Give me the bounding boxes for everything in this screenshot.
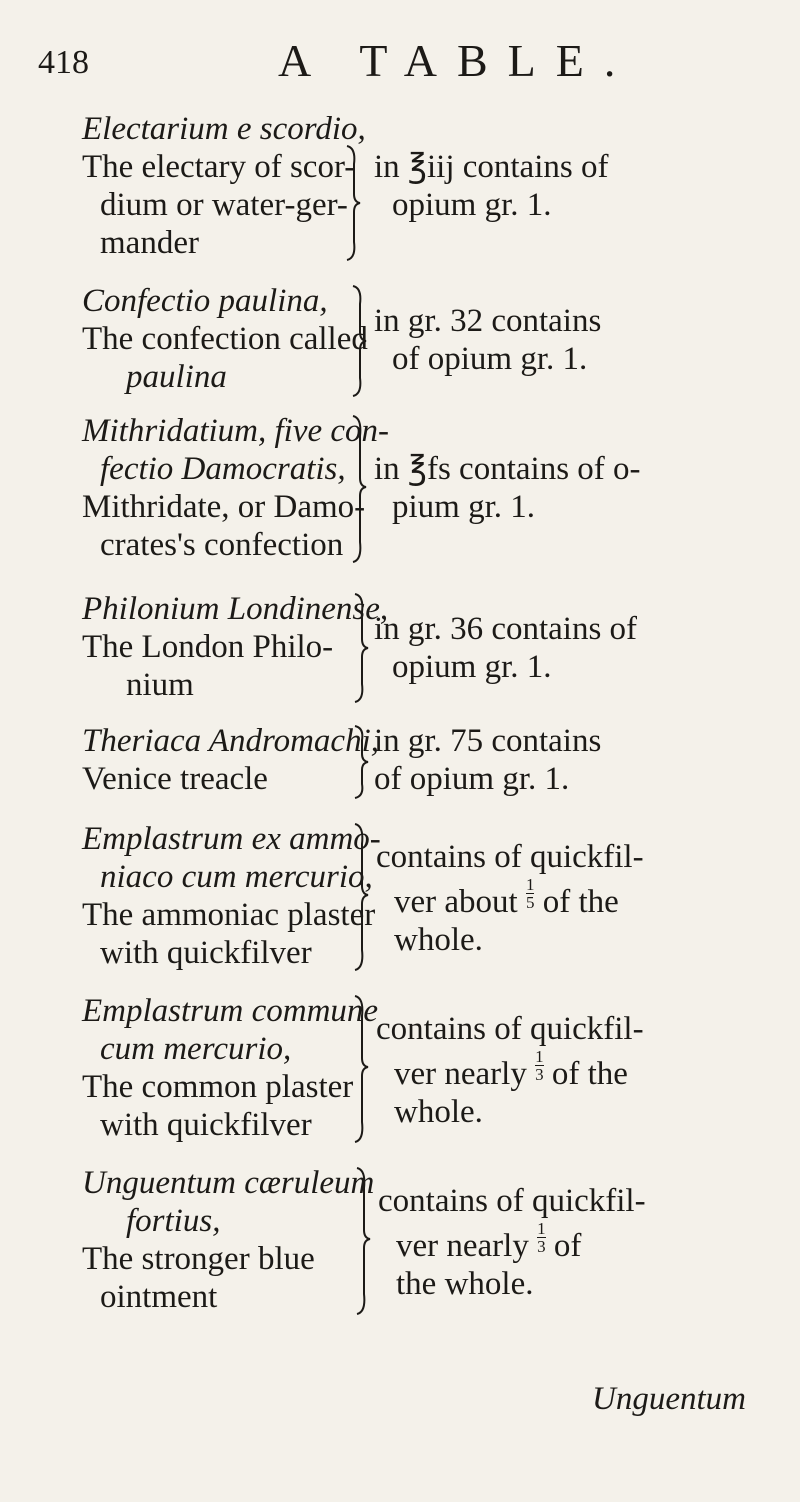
table-entry <box>82 1164 782 1324</box>
brace-icon <box>350 414 368 564</box>
latin-name-cont: fectio Damocratis, <box>100 451 346 487</box>
brace-icon <box>352 822 370 972</box>
english-name-cont: dium or water-ger- <box>100 187 348 223</box>
fraction-numerator: 1 <box>535 1047 544 1066</box>
dose-line: of the <box>542 884 619 920</box>
page-header <box>38 34 778 94</box>
brace-icon <box>352 592 370 704</box>
dose-line: whole. <box>394 1094 483 1130</box>
dose-line: of <box>553 1228 582 1264</box>
dose-line: opium gr. 1. <box>392 649 552 685</box>
table-entry <box>82 820 782 980</box>
brace-icon <box>344 144 362 262</box>
english-name: The London Philo- <box>82 629 334 665</box>
latin-name: Electarium e scordio, <box>82 111 366 147</box>
brace-icon <box>350 284 368 398</box>
page-number: 418 <box>38 44 89 81</box>
latin-name-cont: niaco cum mercurio, <box>100 859 373 895</box>
latin-name: Confectio paulina, <box>82 283 328 319</box>
fraction <box>526 876 535 911</box>
entry-names <box>82 1164 374 1316</box>
latin-name: Philonium Londinense, <box>82 591 389 627</box>
latin-name: Unguentum cæruleum <box>82 1165 375 1201</box>
dose-line: ver nearly <box>396 1228 529 1264</box>
dose-line: in ℥fs contains of o- <box>374 451 641 487</box>
fraction-denominator: 5 <box>525 893 535 912</box>
dose-text <box>376 1010 644 1131</box>
dose-line: ver about <box>394 884 518 920</box>
english-name: The confection called <box>82 321 368 357</box>
dose-line: in gr. 36 contains of <box>374 611 638 647</box>
dose-line: of opium gr. 1. <box>392 341 588 377</box>
fraction <box>535 1048 544 1083</box>
dose-line: in ℥iij contains of <box>374 149 609 185</box>
dose-text <box>374 722 601 798</box>
english-name-cont: nium <box>126 667 194 703</box>
dose-line: of the <box>551 1056 628 1092</box>
entry-names <box>82 110 366 262</box>
dose-text <box>374 610 637 686</box>
entry-names <box>82 722 379 798</box>
dose-text <box>374 450 641 526</box>
entry-names <box>82 820 381 972</box>
english-name-cont: paulina <box>126 359 227 395</box>
table-entry <box>82 412 782 582</box>
latin-name-cont: fortius, <box>126 1203 221 1239</box>
english-name-cont: with quickfilver <box>100 1107 312 1143</box>
english-name: The stronger blue <box>82 1241 315 1277</box>
fraction-numerator: 1 <box>525 875 535 894</box>
dose-line: in gr. 75 contains <box>374 723 602 759</box>
dose-text <box>374 302 601 378</box>
fraction <box>537 1220 546 1255</box>
dose-line: ver nearly <box>394 1056 527 1092</box>
dose-line: contains of quickfil- <box>378 1183 646 1219</box>
english-name: The electary of scor- <box>82 149 356 185</box>
dose-text <box>374 148 608 224</box>
english-name: The common plaster <box>82 1069 354 1105</box>
english-name-cont: ointment <box>100 1279 218 1315</box>
brace-icon <box>352 724 370 800</box>
dose-line: opium gr. 1. <box>392 187 552 223</box>
table-entry <box>82 992 782 1152</box>
table-entry <box>82 722 782 806</box>
dose-line: contains of quickfil- <box>376 839 644 875</box>
latin-name: Emplastrum ex ammo- <box>82 821 381 857</box>
dose-line: pium gr. 1. <box>392 489 536 525</box>
entry-names <box>82 992 378 1144</box>
fraction-denominator: 3 <box>535 1065 544 1084</box>
dose-line: the whole. <box>396 1266 534 1302</box>
table-entry <box>82 110 782 270</box>
english-name-cont: mander <box>100 225 199 261</box>
latin-name-cont: cum mercurio, <box>100 1031 292 1067</box>
english-name: The ammoniac plaster <box>82 897 376 933</box>
brace-icon <box>352 994 370 1144</box>
latin-name: Mithridatium, five con- <box>82 413 390 449</box>
dose-line: in gr. 32 contains <box>374 303 602 339</box>
english-name: Venice treacle <box>82 761 268 797</box>
catchword: Unguentum <box>592 1381 746 1417</box>
english-name-cont: crates's confection <box>100 527 344 563</box>
table-entry <box>82 590 782 710</box>
dose-line: contains of quickfil- <box>376 1011 644 1047</box>
english-name-cont: with quickfilver <box>100 935 312 971</box>
entry-names <box>82 282 368 396</box>
running-title: A TABLE. <box>278 35 636 86</box>
dose-line: whole. <box>394 922 483 958</box>
dose-text <box>376 838 644 959</box>
dose-line: of opium gr. 1. <box>374 761 570 797</box>
dose-text <box>378 1182 646 1303</box>
entry-names <box>82 590 388 704</box>
entry-names <box>82 412 389 564</box>
fraction-denominator: 3 <box>537 1237 546 1256</box>
latin-name: Theriaca Andromachi, <box>82 723 379 759</box>
latin-name: Emplastrum commune <box>82 993 379 1029</box>
english-name: Mithridate, or Damo- <box>82 489 366 525</box>
brace-icon <box>354 1166 372 1316</box>
fraction-numerator: 1 <box>537 1219 546 1238</box>
table-entry <box>82 282 782 402</box>
